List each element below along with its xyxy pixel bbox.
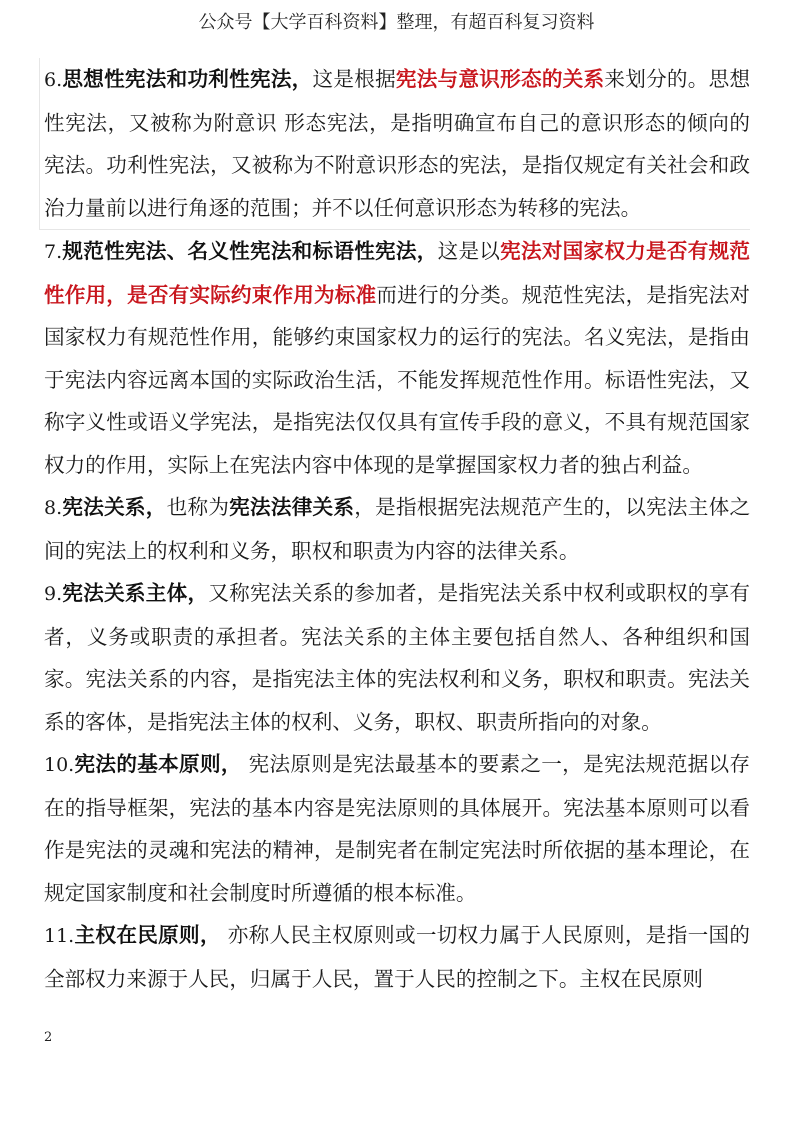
item-term-secondary: 宪法法律关系 bbox=[229, 495, 355, 519]
item-number: 7. bbox=[44, 241, 63, 263]
item-text: ，是指根据宪法规范产生的，以宪法主体之间的宪法上的权利和义务，职权和职责为内容的法律关系。 bbox=[44, 495, 751, 563]
item-text: 这是根据 bbox=[312, 67, 396, 91]
page-header: 公众号【大学百科资料】整理，有超百科复习资料 bbox=[198, 12, 595, 33]
item-key-phrase: 宪法对国家权力是否有规范性作用，是否有实际约束作用为标准 bbox=[44, 239, 751, 307]
item-term: 宪法关系主体， bbox=[62, 581, 209, 605]
page-number: 2 bbox=[44, 1030, 53, 1045]
item-text: 又称宪法关系的参加者，是指宪法关系中权利或职权的享有者，义务或职责的承担者。宪法关系的主体主要包括自然人、各种组织和国家。宪法关系的内容，是指宪法主体的宪法权利和义务，职权和职责。宪法关系的客体，是指宪法主体的权利、义务，职权、职责所指向的对象。 bbox=[44, 581, 751, 734]
item-number: 9. bbox=[44, 583, 63, 605]
item-text: 亦称人民主权原则或一切权力属于人民原则，是指一国的全部权力来源于人民，归属于人民，置于人民的控制之下。主权在民原则 bbox=[44, 923, 750, 991]
document-body bbox=[44, 58, 750, 1000]
item-text: 这是以 bbox=[437, 239, 501, 263]
item-number: 11. bbox=[44, 925, 75, 947]
item-text: 也称为 bbox=[166, 495, 230, 519]
item-text: 来划分的。思想性宪法，又被称为附意识 形态宪法，是指明确宣布自己的意识形态的倾向的宪法。功利性宪法，又被称为不附意识形态的宪法，是指仅规定有关社会和政治力量前以进行角逐的范围；并不以任何意识形态为转移的宪法。 bbox=[44, 67, 751, 220]
item-term: 宪法关系， bbox=[62, 495, 167, 519]
item-term: 思想性宪法和功利性宪法， bbox=[62, 67, 313, 91]
paragraph-item-10 bbox=[44, 743, 750, 914]
paragraph-item-9 bbox=[44, 572, 750, 743]
item-term: 主权在民原则， bbox=[74, 923, 221, 947]
paragraph-item-11 bbox=[44, 914, 750, 1000]
item-number: 6. bbox=[44, 69, 63, 91]
item-text: 宪法原则是宪法最基本的要素之一，是宪法规范据以存在的指导框架，宪法的基本内容是宪法原则的具体展开。宪法基本原则可以看作是宪法的灵魂和宪法的精神，是制宪者在制定宪法时所依据的基本理论，在规定国家制度和社会制度时所遵循的根本标准。 bbox=[44, 752, 751, 905]
item-number: 8. bbox=[44, 497, 63, 519]
item-text: 而进行的分类。规范性宪法，是指宪法对国家权力有规范性作用，能够约束国家权力的运行的宪法。名义宪法，是指由于宪法内容远离本国的实际政治生活，不能发挥规范性作用。标语性宪法，又称字义性或语义学宪法，是指宪法仅仅具有宣传手段的意义，不具有规范国家权力的作用，实际上在宪法内容中体现的是掌握国家权力者的独占利益。 bbox=[44, 282, 751, 477]
paragraph-item-6 bbox=[39, 58, 750, 230]
item-key-phrase: 宪法与意识形态的关系 bbox=[395, 67, 605, 91]
item-term: 规范性宪法、名义性宪法和标语性宪法， bbox=[62, 239, 438, 263]
item-number: 10. bbox=[44, 754, 75, 776]
item-term: 宪法的基本原则， bbox=[74, 752, 242, 776]
paragraph-item-7 bbox=[44, 230, 750, 486]
paragraph-item-8 bbox=[44, 486, 750, 572]
